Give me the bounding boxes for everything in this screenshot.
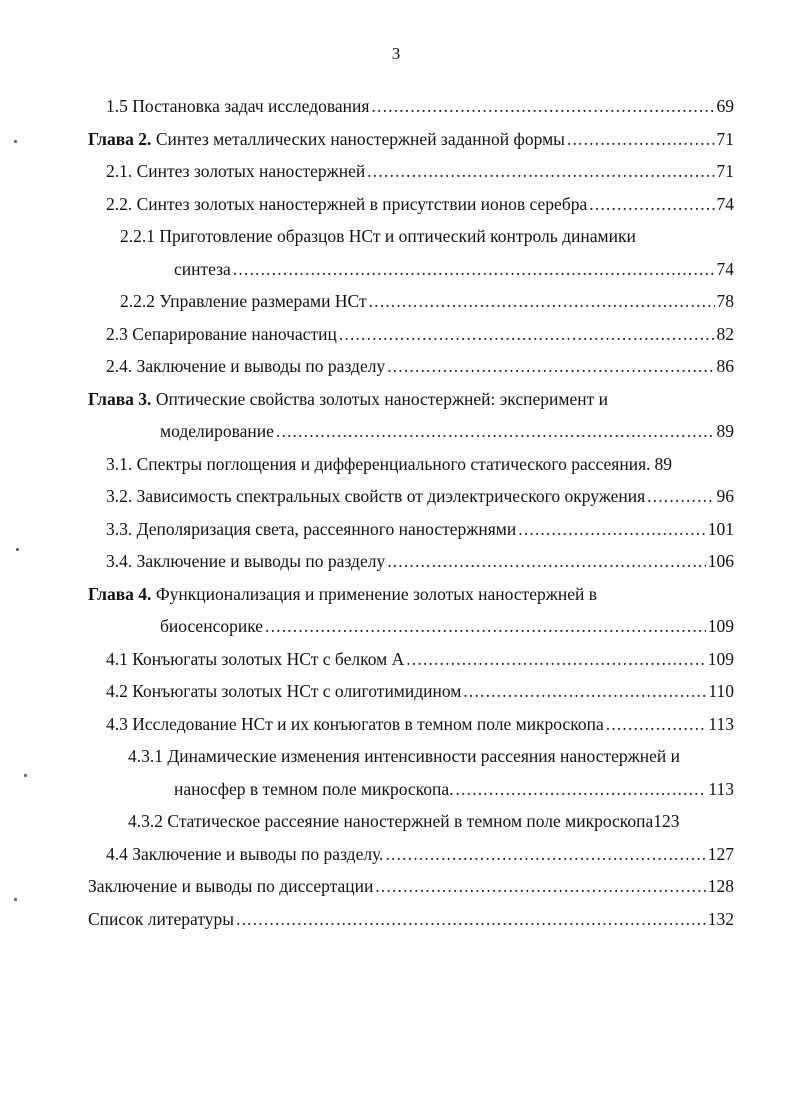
dot-leader	[367, 155, 714, 188]
toc-entry-page: 96	[716, 486, 734, 506]
scan-speck	[24, 774, 27, 777]
chapter-label: Глава 4.	[88, 583, 152, 604]
toc-entry-title: 3.3. Деполяризация света, рассеянного наностержнями	[106, 518, 517, 539]
toc-entry-page: 89	[716, 421, 734, 441]
toc-entry-title: 2.4. Заключение и выводы по разделу	[106, 356, 386, 376]
toc-entry	[0, 480, 734, 513]
scan-speck	[14, 898, 17, 901]
dot-leader	[236, 903, 706, 936]
toc-entry-title: 4.1 Конъюгаты золотых НСт с белком А	[106, 648, 405, 669]
toc-entry	[0, 513, 734, 546]
toc-entry	[0, 708, 734, 741]
dot-leader	[406, 643, 706, 676]
toc-entry	[0, 448, 734, 481]
toc-entry	[0, 188, 734, 221]
dot-leader	[369, 285, 715, 318]
toc-entry-page: 86	[716, 356, 734, 376]
toc-entry-page: 109	[707, 648, 734, 669]
page-number: 3	[391, 44, 401, 63]
toc-entry-title: Заключение и выводы по диссертации	[88, 876, 374, 896]
toc-entry-title: 2.3 Сепарирование наночастиц	[106, 323, 337, 344]
dot-leader	[463, 675, 706, 708]
toc-entry	[0, 285, 734, 318]
dot-leader	[589, 188, 714, 221]
toc-entry	[0, 90, 734, 123]
toc-entry-title: 4.3.2 Статическое рассеяние наностержней в темном поле микроскопа	[128, 811, 654, 831]
toc-entry	[0, 318, 734, 351]
toc-entry-page: 74	[716, 258, 734, 279]
dot-leader	[606, 708, 707, 741]
toc-entry-title: Оптические свойства золотых наностержней: эксперимент и	[155, 388, 608, 409]
dot-leader	[518, 513, 706, 546]
toc-entry	[0, 545, 734, 578]
dot-leader	[265, 610, 706, 643]
toc-entry	[0, 675, 734, 708]
toc-entry	[0, 740, 734, 805]
toc-entry-title: 2.2.2 Управление размерами НСт	[120, 291, 367, 311]
toc-entry-page: 109	[707, 616, 734, 636]
dot-leader	[567, 123, 715, 156]
toc-entry-title: Функционализация и применение золотых наностержней в	[155, 583, 597, 604]
toc-entry-title: 4.4 Заключение и выводы по разделу.	[106, 843, 384, 864]
toc-entry-title: 2.2.1 Приготовление образцов НСт и оптический контроль динамики	[120, 226, 636, 246]
toc-entry-page: 101	[707, 518, 734, 539]
toc-entry-title: Список литературы	[88, 908, 235, 929]
toc-entry-page: 110	[708, 681, 734, 701]
dot-leader	[456, 773, 707, 806]
scan-speck	[14, 140, 17, 143]
toc-entry-title-cont: биосенсорике	[160, 616, 264, 636]
dot-leader	[276, 415, 715, 448]
toc-entry-page: 82	[716, 323, 734, 344]
toc-entry-page: 113	[708, 778, 734, 799]
dot-leader	[233, 253, 715, 286]
toc-entry-title: 3.2. Зависимость спектральных свойств от диэлектрического окружения	[106, 486, 646, 506]
toc-entry	[0, 155, 734, 188]
dot-leader	[387, 545, 706, 578]
dot-leader	[339, 318, 715, 351]
toc-entry-page: 123	[653, 811, 680, 831]
toc-entry-page: 106	[707, 551, 734, 571]
toc-entry-title: Синтез металлических наностержней заданной формы	[155, 128, 565, 149]
toc-entry-title-cont: наносфер в темном поле микроскопа.	[174, 778, 454, 799]
chapter-label: Глава 3.	[88, 388, 152, 409]
toc-entry-title: 2.2. Синтез золотых наностержней в присутствии ионов серебра	[106, 193, 588, 214]
toc-entry	[0, 903, 734, 936]
dot-leader	[371, 90, 714, 123]
dot-leader	[375, 870, 705, 903]
toc-entry-title: 3.1. Спектры поглощения и дифференциального статического рассеяния.	[106, 453, 651, 474]
toc-entry-title-cont: моделирование	[160, 421, 274, 441]
toc-entry-title: 4.2 Конъюгаты золотых НСт с олиготимидином	[106, 681, 462, 701]
toc-entry-title-cont: синтеза	[174, 258, 231, 279]
toc-entry-page: 89	[654, 453, 673, 474]
toc-entry	[0, 838, 734, 871]
toc-entry-page: 132	[707, 908, 734, 929]
chapter-label: Глава 2.	[88, 128, 152, 149]
toc-entry-title: 4.3 Исследование НСт и их конъюгатов в темном поле микроскопа	[106, 713, 604, 734]
toc-entry-title: 2.1. Синтез золотых наностержней	[106, 161, 366, 181]
toc-entry	[0, 805, 734, 838]
toc-entry-title: 4.3.1 Динамические изменения интенсивности рассеяния наностержней и	[128, 746, 680, 766]
dot-leader	[647, 480, 714, 513]
toc-entry-page: 71	[716, 161, 734, 181]
table-of-contents	[0, 90, 792, 935]
toc-entry-page: 71	[716, 128, 734, 149]
dot-leader	[385, 838, 705, 871]
toc-entry	[0, 350, 734, 383]
toc-chapter	[0, 123, 734, 156]
toc-entry	[0, 643, 734, 676]
toc-chapter	[0, 578, 734, 643]
toc-entry-page: 128	[707, 876, 734, 896]
toc-entry-page: 74	[716, 193, 734, 214]
scan-speck	[16, 548, 19, 551]
toc-entry	[0, 220, 734, 285]
toc-entry-page: 78	[716, 291, 734, 311]
dot-leader	[387, 350, 714, 383]
toc-entry	[0, 870, 734, 903]
toc-chapter	[0, 383, 734, 448]
toc-entry-page: 113	[708, 713, 734, 734]
toc-entry-page: 127	[707, 843, 734, 864]
toc-entry-title: 1.5 Постановка задач исследования	[106, 96, 370, 116]
toc-entry-page: 69	[716, 96, 734, 116]
toc-entry-title: 3.4. Заключение и выводы по разделу	[106, 551, 386, 571]
